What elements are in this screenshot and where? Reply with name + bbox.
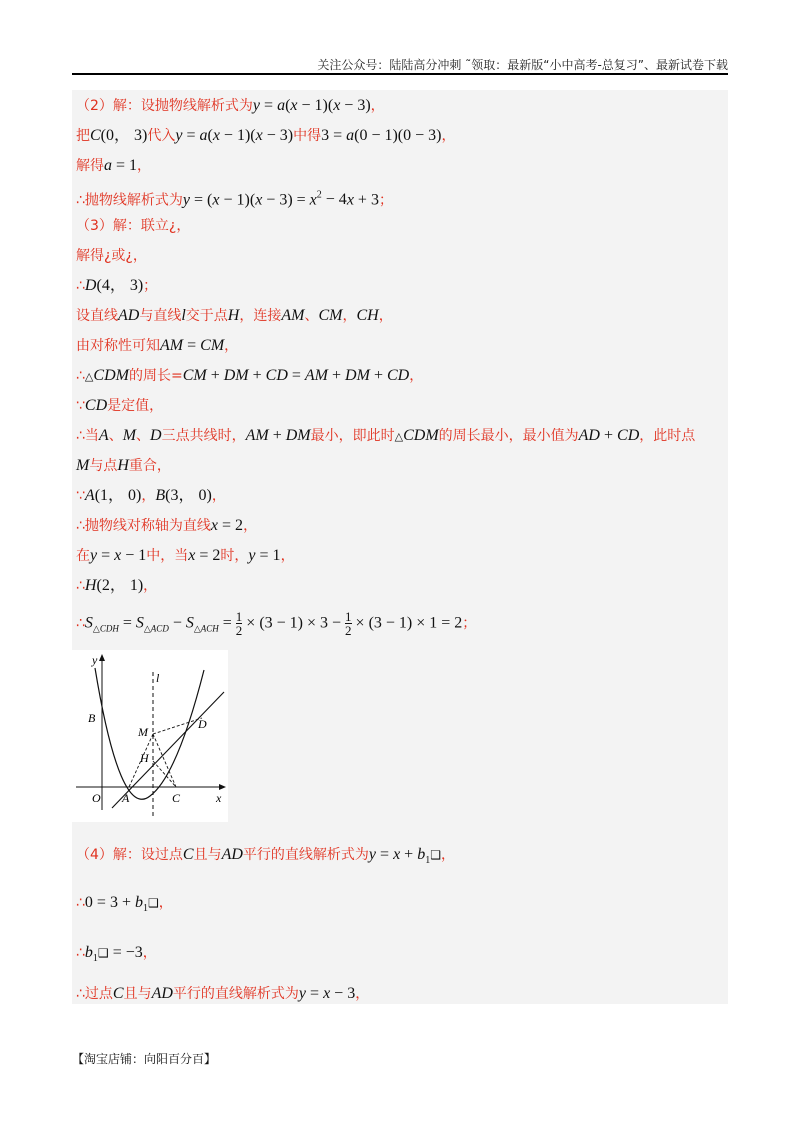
- line-12: ∴当A、M、D三点共线时，AM + DM最小，即此时△CDM的周长最小，最小值为AD + CD，此时点: [76, 427, 696, 444]
- label-y: y: [92, 653, 98, 667]
- line-18: $\therefore S_{\triangle CDH} = S_{\triangle ACD} - S_{\triangle ACH} = 1$ 2 × (3 − 1) × 3 − 1 2 × (3 − 1) × 1 = 2；: [76, 609, 477, 638]
- line-7: ∴D(4， 3)；: [76, 277, 158, 294]
- label-o: O: [92, 791, 101, 805]
- line-4: ∴抛物线解析式为$y = (x - 1)(x - 3) = x^2 - 4x + 3$；: [76, 190, 393, 209]
- label-h: H: [140, 751, 149, 765]
- header-rule: [72, 73, 728, 75]
- line-13: M与点H重合，: [76, 457, 171, 474]
- page-footer: 【淘宝店铺：向阳百分百】: [72, 1052, 217, 1066]
- line-10: ∴△CDM的周长=CM + DM + CD = AM + DM + CD，: [76, 367, 424, 384]
- line-2: 把C(0， 3)代入y = a(x − 1)(x − 3)中得3 = a(0 − 1)(0 − 3)，: [76, 127, 456, 144]
- line-3: 解得a = 1，: [76, 157, 152, 174]
- line-17: ∴H(2， 1)，: [76, 577, 158, 594]
- line-15: ∴抛物线对称轴为直线x = 2，: [76, 517, 258, 534]
- solution-content: [72, 90, 728, 1004]
- line-16: 在y = x − 1中，当x = 2时，y = 1，: [76, 547, 295, 564]
- label-l: l: [156, 671, 160, 685]
- page-header: 关注公众号：陆陆高分冲刺 ˜领取：最新版“小中高考-总复习”、最新试卷下载: [317, 58, 728, 72]
- line-5: （3）解：联立¿，: [76, 218, 191, 234]
- line-11: ∵CD是定值，: [76, 397, 164, 414]
- figure-svg: [72, 650, 228, 822]
- line-20: ∴0 = $3 + b_1❑$，: [76, 894, 173, 914]
- label-c: C: [172, 791, 181, 805]
- line-9: 由对称性可知AM = CM，: [76, 337, 239, 354]
- line-6: 解得¿或¿，: [76, 248, 147, 264]
- label-d: D: [198, 717, 207, 731]
- line-21: $\therefore b_1❑ = -3$，: [76, 944, 157, 964]
- line-22: ∴过点C且与AD平行的直线解析式为y = x − 3，: [76, 985, 370, 1002]
- label-b: B: [88, 711, 96, 725]
- label-x: x: [216, 791, 222, 805]
- line-1: （2）解：设抛物线解析式为y = a(x − 1)(x − 3)，: [76, 97, 385, 114]
- parabola-figure: [72, 650, 228, 822]
- label-a: A: [122, 791, 130, 805]
- line-14: ∵A(1， 0)，B(3， 0)，: [76, 487, 226, 504]
- line-19: （4）解：设过点C且与AD平行的直线解析式为$y = x + b_1❑$，: [76, 846, 455, 866]
- label-m: M: [138, 725, 148, 739]
- line-8: 设直线AD与直线l交于点H，连接AM、CM，CH，: [76, 307, 393, 324]
